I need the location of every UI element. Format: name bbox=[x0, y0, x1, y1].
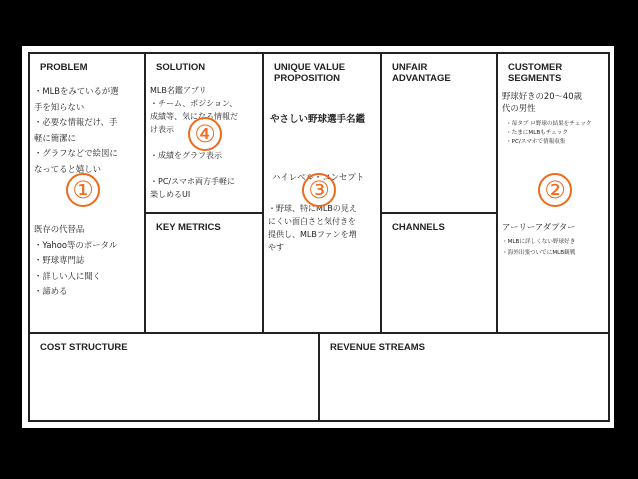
key-metrics-box bbox=[144, 212, 264, 334]
solution-text: MLB名鑑アプリ ・チーム、ポジション、 成績等、気になる情報だ け表示 ・成績をグラフ表示 ・PC/スマホ両方手軽に 楽しめるUI bbox=[150, 86, 238, 199]
cost-structure-header: COST STRUCTURE bbox=[40, 342, 128, 353]
customer-segments-header: CUSTOMER SEGMENTS bbox=[508, 62, 563, 84]
problem-alternatives-text: 既存の代替品 ・Yahoo等のポータル ・野球専門誌 ・詳しい人に聞く ・諦める bbox=[34, 224, 118, 296]
marker-2: ② bbox=[538, 173, 572, 207]
channels-header: CHANNELS bbox=[392, 222, 445, 233]
unfair-advantage-box bbox=[380, 52, 498, 214]
uvp-header: UNIQUE VALUE PROPOSITION bbox=[274, 62, 346, 84]
solution-header: SOLUTION bbox=[156, 62, 206, 73]
unfair-advantage-header: UNFAIR ADVANTAGE bbox=[392, 62, 451, 84]
channels-box bbox=[380, 212, 498, 334]
marker-4: ④ bbox=[188, 117, 222, 151]
customer-segments-text: 野球好きの20〜40歳 代の男性 bbox=[502, 91, 582, 113]
lean-canvas bbox=[22, 46, 614, 428]
marker-1: ① bbox=[66, 173, 100, 207]
revenue-streams-header: REVENUE STREAMS bbox=[330, 342, 426, 353]
cost-structure-box bbox=[28, 332, 320, 422]
uvp-text: ・野球、特にMLBの見え にくい面白さと気付きを 提供し、MLBファンを増 やす bbox=[268, 204, 357, 252]
early-adopter-label: アーリーアダプター bbox=[502, 222, 576, 232]
customer-segments-subtext: ・毎タブ ロ野球の結果をチェック ・たまにMLBもチェック ・PC/スマホで情報収集 bbox=[506, 121, 592, 145]
uvp-concept-label: ハイレベル・コンセプト bbox=[272, 172, 365, 182]
uvp-headline: やさしい野球選手名鑑 bbox=[270, 114, 366, 125]
early-adopter-subtext: ・MLBに詳しくない野球好き ・海外出張ついでにMLB観戦 bbox=[502, 239, 576, 256]
problem-text: ・MLBをみているが選 手を知らない ・必要な情報だけ、手 軽に簡潔に ・グラフなどで絵図に なってると嬉しい bbox=[34, 86, 119, 174]
problem-header: PROBLEM bbox=[40, 62, 88, 73]
key-metrics-header: KEY METRICS bbox=[156, 222, 221, 233]
marker-3: ③ bbox=[302, 173, 336, 207]
revenue-streams-box bbox=[318, 332, 610, 422]
lean-canvas-slide bbox=[22, 46, 614, 428]
